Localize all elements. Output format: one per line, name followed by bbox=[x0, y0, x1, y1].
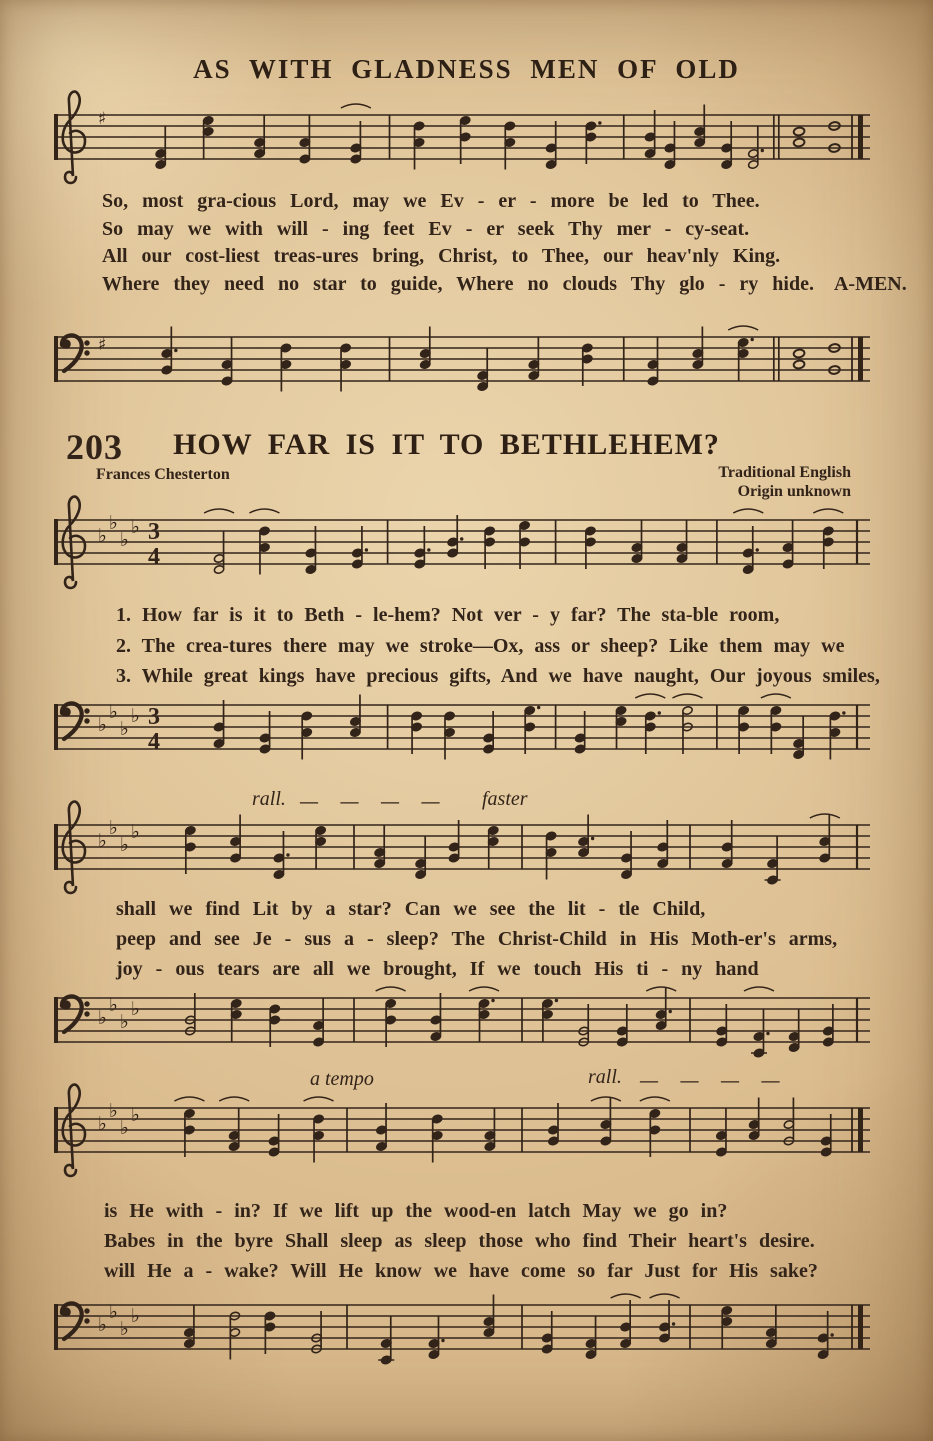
svg-text:♭: ♭ bbox=[120, 1117, 129, 1139]
svg-text:♭: ♭ bbox=[98, 830, 107, 852]
svg-text:♭: ♭ bbox=[98, 714, 107, 736]
svg-text:♭: ♭ bbox=[120, 1011, 129, 1033]
hymn2-source-line2: Origin unknown bbox=[737, 483, 851, 500]
svg-text:♭: ♭ bbox=[109, 1301, 118, 1323]
svg-text:♭: ♭ bbox=[109, 1100, 118, 1122]
lyric-line: shall we find Lit by a star? Can we see the lit - tle Child, bbox=[116, 898, 706, 920]
svg-text:♭: ♭ bbox=[131, 821, 140, 843]
svg-text:3: 3 bbox=[148, 704, 160, 730]
svg-text:4: 4 bbox=[148, 729, 160, 755]
hymn2-treble-staff-3 bbox=[52, 1078, 872, 1182]
lyric-line: So may we with will - ing feet Ev - er seek Thy mer - cy-seat. bbox=[102, 217, 750, 240]
hymn1-title: AS WITH GLADNESS MEN OF OLD bbox=[193, 54, 740, 84]
lyric-line: Babes in the byre Shall sleep as sleep those who find Their heart's desire. bbox=[104, 1230, 815, 1252]
svg-text:♭: ♭ bbox=[98, 1113, 107, 1135]
hymn1-lyrics-block bbox=[102, 188, 907, 298]
lyric-line: So, most gra-cious Lord, may we Ev - er - more be led to Thee. bbox=[102, 190, 760, 212]
hymn2-author: Frances Chesterton bbox=[96, 466, 230, 483]
lyric-line: is He with - in? If we lift up the wood-en latch May we go in? bbox=[104, 1200, 728, 1222]
hymn2-treble-staff-2 bbox=[52, 795, 872, 899]
svg-text:♭: ♭ bbox=[131, 705, 140, 727]
hymn1-treble-staff bbox=[52, 85, 872, 189]
svg-text:♭: ♭ bbox=[120, 718, 129, 740]
svg-text:♭: ♭ bbox=[109, 994, 118, 1016]
hymn-number: 203 bbox=[66, 427, 123, 467]
lyric-line: All our cost-liest treas-ures bring, Christ, to Thee, our heav'nly King. bbox=[102, 245, 781, 267]
svg-text:♭: ♭ bbox=[109, 512, 118, 534]
a-tempo-marking: a tempo bbox=[310, 1068, 374, 1090]
lyric-line: Where they need no star to guide, Where no clouds Thy glo - ry hide. A-MEN. bbox=[102, 272, 907, 295]
lyric-line: will He a - wake? Will He know we have come so far Just for His sake? bbox=[104, 1260, 818, 1282]
svg-text:♭: ♭ bbox=[120, 1318, 129, 1340]
hymn2-treble-staff-1 bbox=[52, 490, 872, 594]
svg-text:♭: ♭ bbox=[120, 529, 129, 551]
rall-marking-2: rall. bbox=[588, 1066, 622, 1088]
hymn2-bass-staff-1 bbox=[52, 675, 872, 779]
svg-text:♭: ♭ bbox=[109, 817, 118, 839]
hymn2-bass-staff-3 bbox=[52, 1275, 872, 1379]
svg-text:♭: ♭ bbox=[131, 516, 140, 538]
verse-line: 1. How far is it to Beth - le-hem? Not ver - y far? The sta-ble room, bbox=[116, 604, 780, 626]
lyric-line: peep and see Je - sus a - sleep? The Christ-Child in His Moth-er's arms, bbox=[116, 928, 838, 950]
lyric-line: joy - ous tears are all we brought, If we touch His ti - ny hand bbox=[116, 958, 759, 980]
verse-line: 3. While great kings have precious gifts, And we have naught, Our joyous smiles, bbox=[116, 665, 880, 687]
hymn1-bass-staff bbox=[52, 307, 872, 411]
svg-text:4: 4 bbox=[148, 544, 160, 570]
svg-text:♭: ♭ bbox=[98, 1007, 107, 1029]
svg-text:♭: ♭ bbox=[131, 998, 140, 1020]
verse-line: 2. The crea-tures there may we stroke—Ox, ass or sheep? Like them may we bbox=[116, 634, 845, 657]
hymn2-end-lyrics-block bbox=[104, 1196, 818, 1286]
svg-text:♭: ♭ bbox=[98, 525, 107, 547]
rall-dashes-2: — — — — bbox=[640, 1070, 789, 1090]
svg-text:3: 3 bbox=[148, 519, 160, 545]
hymn2-bass-staff-2 bbox=[52, 968, 872, 1072]
hymn2-source-line1: Traditional English bbox=[718, 464, 851, 481]
svg-text:♭: ♭ bbox=[109, 701, 118, 723]
svg-text:♭: ♭ bbox=[131, 1104, 140, 1126]
rall-dashes-1: — — — — bbox=[300, 791, 449, 811]
hymn2-title: HOW FAR IS IT TO BETHLEHEM? bbox=[173, 428, 720, 461]
svg-text:♯: ♯ bbox=[98, 109, 107, 129]
svg-text:♭: ♭ bbox=[120, 834, 129, 856]
svg-text:♯: ♯ bbox=[98, 335, 107, 355]
svg-text:♭: ♭ bbox=[131, 1305, 140, 1327]
svg-text:♭: ♭ bbox=[98, 1314, 107, 1336]
rall-marking-1: rall. bbox=[252, 788, 286, 810]
faster-marking: faster bbox=[482, 788, 528, 810]
